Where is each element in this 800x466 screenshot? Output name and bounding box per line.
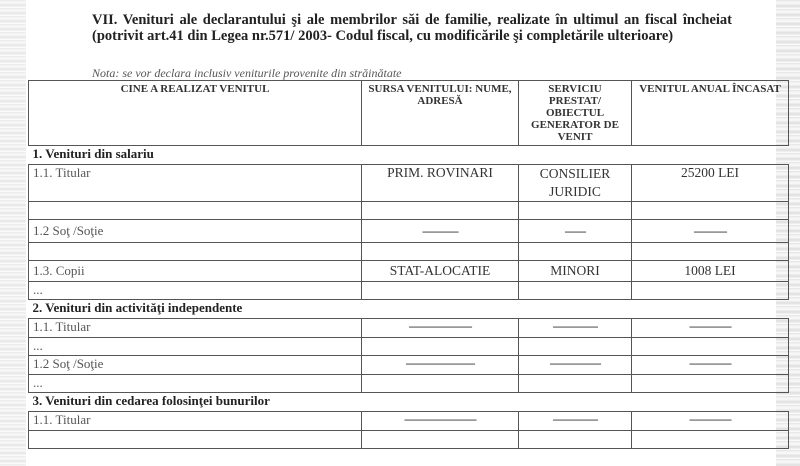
section-title: VII. Venituri ale declarantului şi ale membrilor săi de familie, realizate în ultimul an fiscal încheiat (potrivit art.41 din Legea nr.571/ 2003- Codul fiscal, cu modificările şi completările ulterioare) bbox=[92, 12, 732, 44]
row-income: ----------- bbox=[632, 220, 789, 243]
row-who: 1.1. Titular bbox=[29, 319, 362, 338]
table-row bbox=[29, 220, 789, 243]
income-table bbox=[28, 80, 789, 449]
table-row bbox=[29, 282, 789, 300]
table-row bbox=[29, 165, 789, 202]
category-title: 3. Venituri din cedarea folosinţei bunurilor bbox=[29, 393, 789, 412]
header-source: SURSA VENITULUI: NUME, ADRESĂ bbox=[362, 81, 519, 146]
row-service: CONSILIER JURIDIC bbox=[519, 165, 632, 202]
row-income: -------------- bbox=[632, 356, 789, 375]
section-note: Nota: se vor declara inclusiv veniturile provenite din străinătate bbox=[92, 66, 402, 80]
table-header-row bbox=[29, 81, 789, 146]
row-service: ------- bbox=[519, 220, 632, 243]
row-who bbox=[29, 202, 362, 220]
row-source bbox=[362, 282, 519, 300]
row-source: ------------ bbox=[362, 220, 519, 243]
row-source bbox=[362, 243, 519, 261]
row-who: ... bbox=[29, 282, 362, 300]
row-income bbox=[632, 375, 789, 393]
row-service: ----------------- bbox=[519, 356, 632, 375]
row-service bbox=[519, 243, 632, 261]
row-source bbox=[362, 202, 519, 220]
table-row bbox=[29, 319, 789, 338]
row-service bbox=[519, 202, 632, 220]
row-income bbox=[632, 282, 789, 300]
table-row bbox=[29, 243, 789, 261]
row-service: --------------- bbox=[519, 319, 632, 338]
row-source bbox=[362, 375, 519, 393]
row-who: ... bbox=[29, 375, 362, 393]
row-income: 1008 LEI bbox=[632, 261, 789, 282]
row-who: 1.3. Copii bbox=[29, 261, 362, 282]
row-income: -------------- bbox=[632, 412, 789, 431]
row-source: ----------------------- bbox=[362, 356, 519, 375]
row-source bbox=[362, 431, 519, 449]
row-income: 25200 LEI bbox=[632, 165, 789, 202]
row-income: -------------- bbox=[632, 319, 789, 338]
row-who: ... bbox=[29, 338, 362, 356]
row-income bbox=[632, 431, 789, 449]
row-service bbox=[519, 375, 632, 393]
table-row bbox=[29, 412, 789, 431]
table-row bbox=[29, 202, 789, 220]
row-who bbox=[29, 431, 362, 449]
row-service: MINORI bbox=[519, 261, 632, 282]
row-source: PRIM. ROVINARI bbox=[362, 165, 519, 202]
row-who: 1.1. Titular bbox=[29, 165, 362, 202]
header-who: CINE A REALIZAT VENITUL bbox=[29, 81, 362, 146]
row-service bbox=[519, 338, 632, 356]
row-source: ------------------------ bbox=[362, 412, 519, 431]
header-service: SERVICIU PRESTAT/ OBIECTUL GENERATOR DE VENIT bbox=[519, 81, 632, 146]
table-row bbox=[29, 356, 789, 375]
category-title: 2. Venituri din activităţi independente bbox=[29, 300, 789, 319]
row-source: STAT-ALOCATIE bbox=[362, 261, 519, 282]
row-income bbox=[632, 338, 789, 356]
table-row bbox=[29, 338, 789, 356]
row-source: --------------------- bbox=[362, 319, 519, 338]
row-service bbox=[519, 431, 632, 449]
table-row bbox=[29, 431, 789, 449]
category-row bbox=[29, 300, 789, 319]
row-service: --------------- bbox=[519, 412, 632, 431]
row-income bbox=[632, 243, 789, 261]
row-who: 1.2 Soţ /Soţie bbox=[29, 356, 362, 375]
row-who: 1.1. Titular bbox=[29, 412, 362, 431]
row-who: 1.2 Soţ /Soţie bbox=[29, 220, 362, 243]
category-row bbox=[29, 393, 789, 412]
table-row bbox=[29, 261, 789, 282]
row-income bbox=[632, 202, 789, 220]
table-row bbox=[29, 375, 789, 393]
row-source bbox=[362, 338, 519, 356]
row-service bbox=[519, 282, 632, 300]
category-title: 1. Venituri din salariu bbox=[29, 146, 789, 165]
category-row bbox=[29, 146, 789, 165]
row-who bbox=[29, 243, 362, 261]
scan-edge-left bbox=[0, 0, 26, 466]
header-income: VENITUL ANUAL ÎNCASAT bbox=[632, 81, 789, 146]
